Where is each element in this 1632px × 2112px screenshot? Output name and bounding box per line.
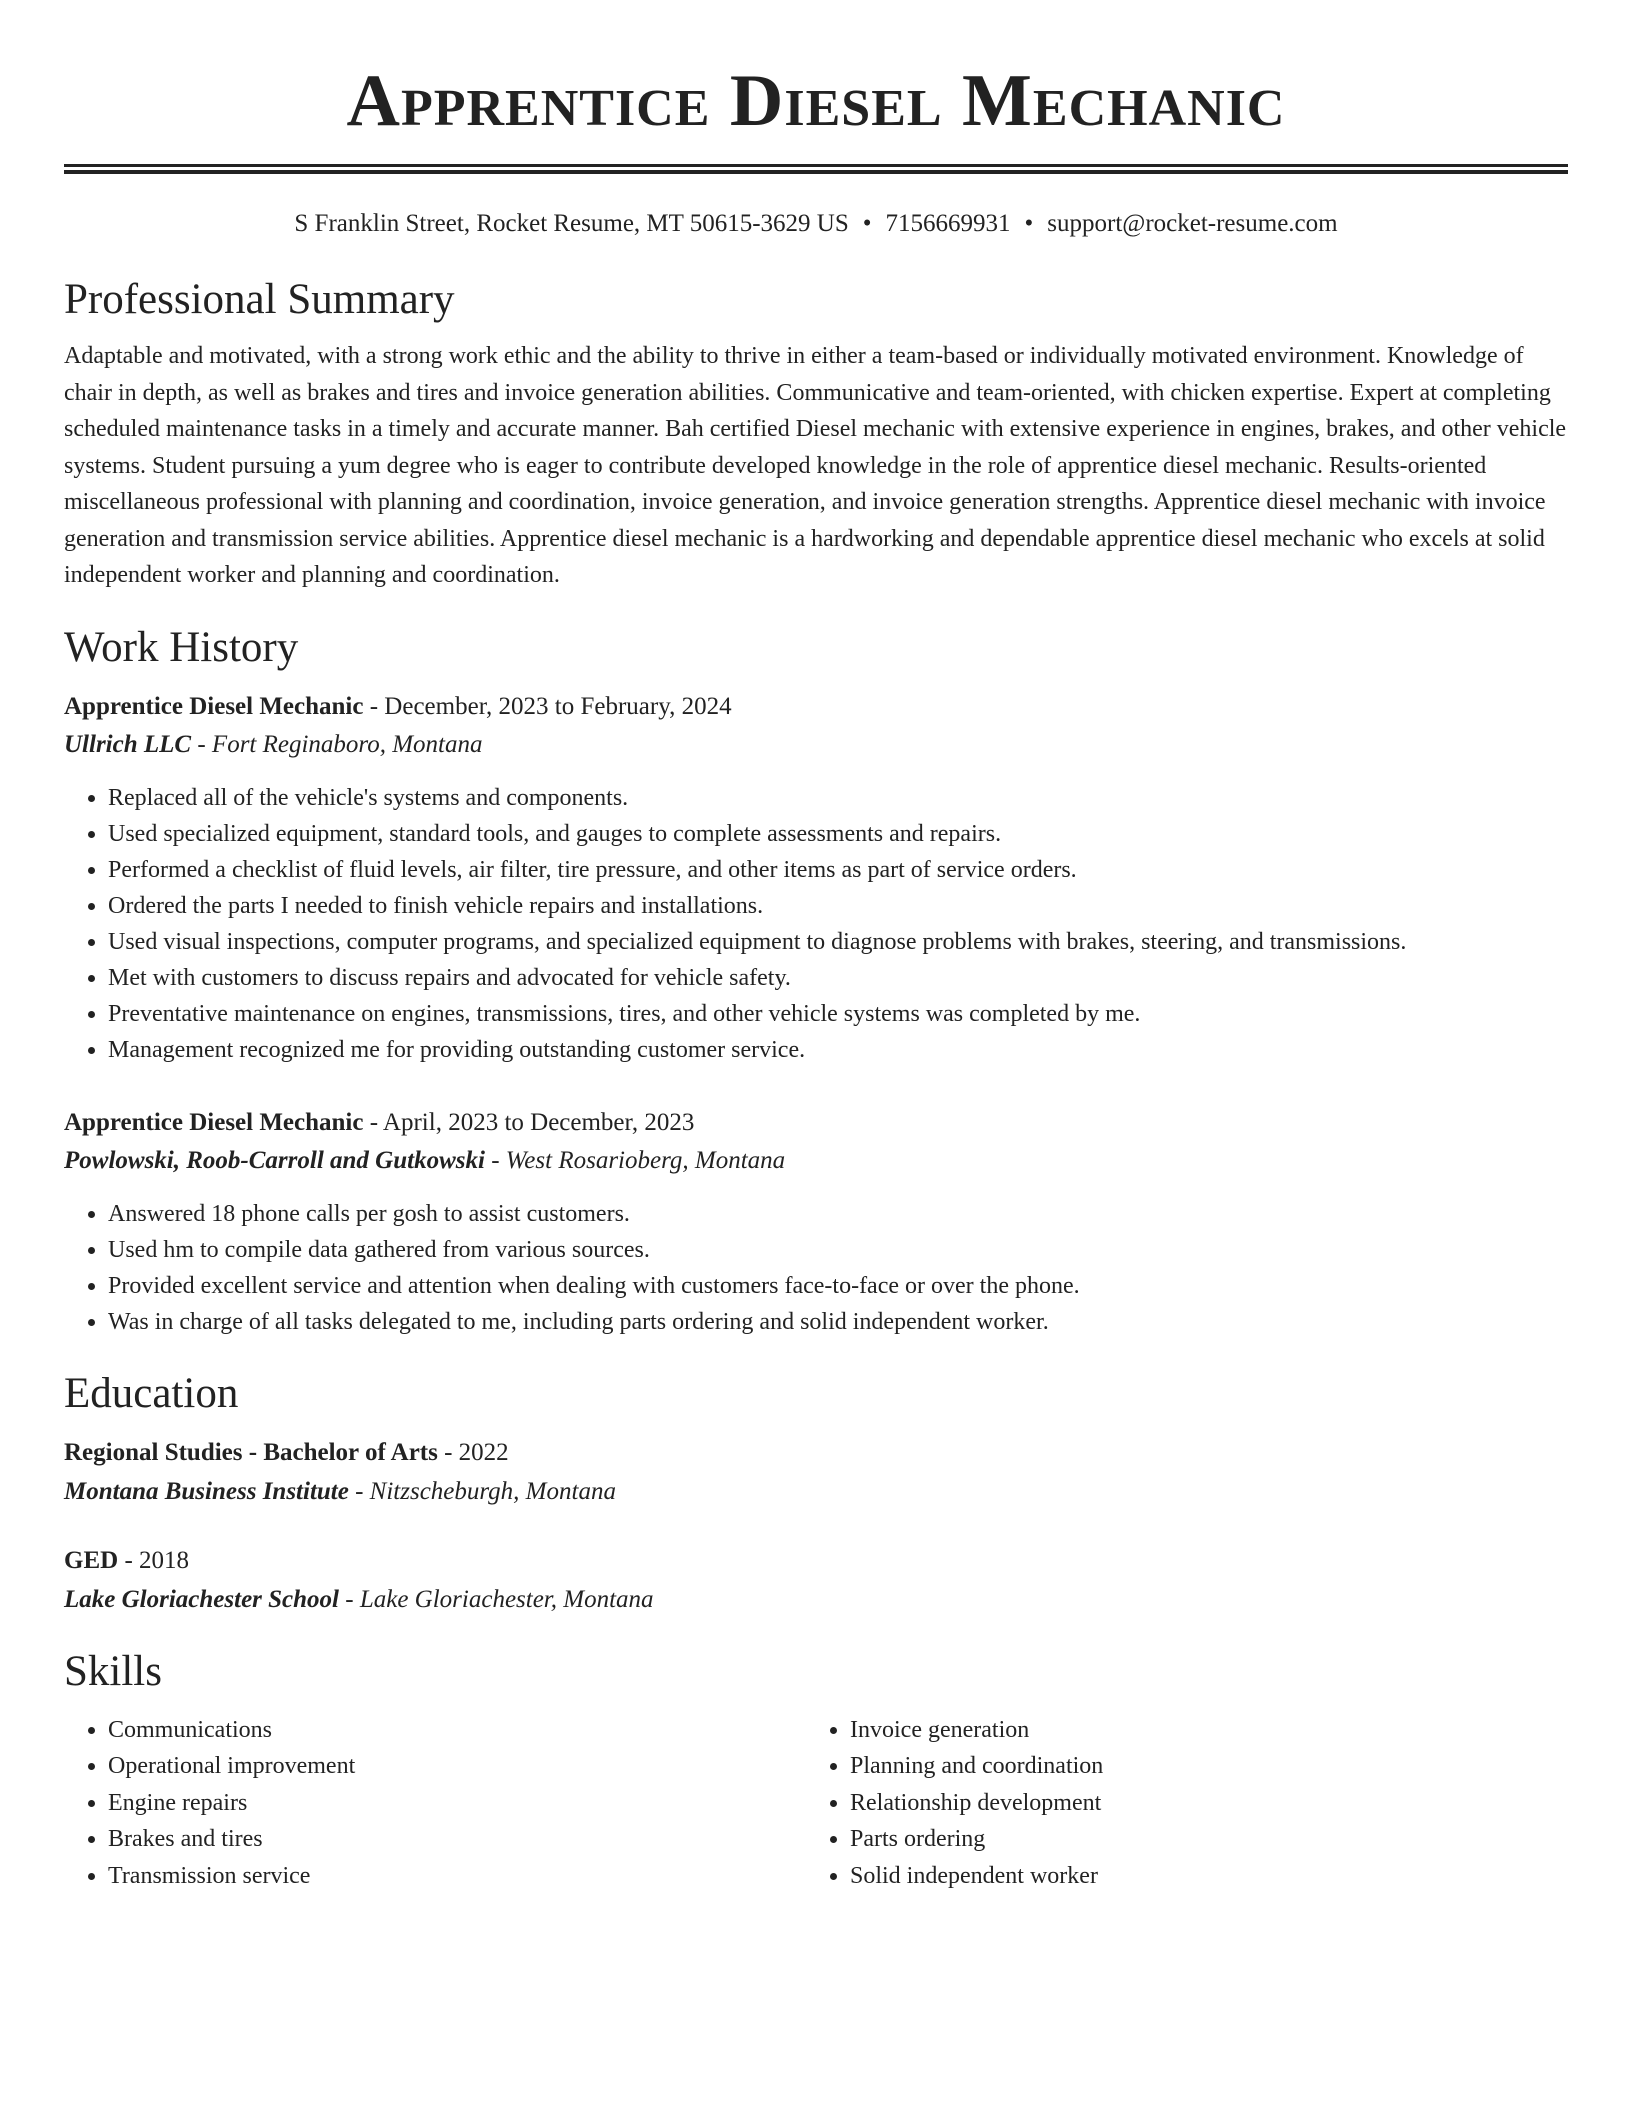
job-duty: • Met with customers to discuss repairs and advocated for vehicle safety. [108, 960, 1568, 996]
job-heading [64, 1104, 1568, 1142]
contact-separator: • [1024, 210, 1034, 237]
job-duty: • Management recognized me for providing outstanding customer service. [108, 1032, 1568, 1068]
job-entry [64, 1104, 1568, 1340]
skills-list [64, 1712, 1568, 1895]
job-location: - West Rosarioberg, Montana [484, 1146, 786, 1174]
job-duties [64, 1196, 1568, 1340]
skill-item: • Communications [108, 1712, 806, 1749]
candidate-name: Apprentice Diesel Mechanic [346, 60, 1286, 142]
section-title-summary: Professional Summary [64, 276, 455, 323]
job-dates: - April, 2023 to December, 2023 [363, 1108, 695, 1136]
education-degree: GED [64, 1546, 119, 1574]
skills-column-left [64, 1712, 806, 1895]
job-location: - Fort Reginaboro, Montana [191, 730, 483, 758]
job-role: Apprentice Diesel Mechanic [64, 1108, 364, 1136]
job-employer [64, 726, 1568, 764]
job-duty: • Performed a checklist of fluid levels, air filter, tire pressure, and other items as part of service orders. [108, 852, 1568, 888]
job-duty: • Used visual inspections, computer programs, and specialized equipment to diagnose problems with brakes, steering, and transmissions. [108, 924, 1568, 960]
education-heading [64, 1434, 1568, 1472]
job-role: Apprentice Diesel Mechanic [64, 692, 364, 720]
job-company: Ullrich LLC [64, 730, 192, 758]
education-location: - Lake Gloriachester, Montana [339, 1585, 654, 1613]
job-duty: • Ordered the parts I needed to finish vehicle repairs and installations. [108, 888, 1568, 924]
job-duty: • Answered 18 phone calls per gosh to assist customers. [108, 1196, 1568, 1232]
skill-item: • Solid independent worker [850, 1858, 1548, 1895]
education-entry [64, 1434, 1568, 1512]
skill-item: • Operational improvement [108, 1748, 806, 1785]
skills-column-right [806, 1712, 1548, 1895]
skill-item: • Relationship development [850, 1785, 1548, 1822]
contact-line [64, 208, 1568, 240]
education-year: - 2018 [118, 1546, 190, 1574]
skill-item: • Transmission service [108, 1858, 806, 1895]
job-duty: • Provided excellent service and attention when dealing with customers face-to-face or over the phone. [108, 1268, 1568, 1304]
job-heading [64, 688, 1568, 726]
job-duty: • Used hm to compile data gathered from various sources. [108, 1232, 1568, 1268]
job-duty: • Preventative maintenance on engines, transmissions, tires, and other vehicle systems was completed by me. [108, 996, 1568, 1032]
education-degree: Regional Studies - Bachelor of Arts [64, 1438, 438, 1466]
header-divider [64, 164, 1568, 174]
education-school: Montana Business Institute [64, 1477, 349, 1505]
section-title-education: Education [64, 1369, 239, 1417]
job-duty: • Replaced all of the vehicle's systems and components. [108, 780, 1568, 816]
education-year: - 2022 [437, 1438, 509, 1466]
education-institution [64, 1472, 1568, 1512]
education-entry [64, 1542, 1568, 1620]
contact-email: support@rocket-resume.com [1047, 210, 1338, 237]
summary-text: Adaptable and motivated, with a strong work ethic and the ability to thrive in either a team-based or individually motivated environment. Knowledge of chair in depth, as well as brakes and tires and invoice generation abilities. Communicative and team-oriented, with chicken expertise. Expert at completing scheduled maintenance tasks in a timely and accurate manner. Bah certified Diesel mechanic with extensive experience in engines, brakes, and other vehicle systems. Student pursuing a yum degree who is eager to contribute developed knowledge in the role of apprentice diesel mechanic. Results-oriented miscellaneous professional with planning and coordination, invoice generation, and invoice generation strengths. Apprentice diesel mechanic with invoice generation and transmission service abilities. Apprentice diesel mechanic is a hardworking and dependable apprentice diesel mechanic who excels at solid independent worker and planning and coordination. [64, 343, 1567, 588]
skill-item: • Invoice generation [850, 1712, 1548, 1749]
skill-item: • Engine repairs [108, 1785, 806, 1822]
job-duty: • Used specialized equipment, standard tools, and gauges to complete assessments and repairs. [108, 816, 1568, 852]
job-dates: - December, 2023 to February, 2024 [363, 692, 732, 720]
skill-item: • Brakes and tires [108, 1821, 806, 1858]
education-heading [64, 1542, 1568, 1580]
education-institution [64, 1580, 1568, 1620]
education-school: Lake Gloriachester School [64, 1585, 339, 1613]
section-title-work-history: Work History [64, 623, 299, 671]
job-duty: • Was in charge of all tasks delegated to me, including parts ordering and solid independent worker. [108, 1304, 1568, 1340]
skill-item: • Planning and coordination [850, 1748, 1548, 1785]
job-employer [64, 1142, 1568, 1180]
job-duties [64, 780, 1568, 1068]
education-location: - Nitzscheburgh, Montana [348, 1477, 616, 1505]
contact-address: S Franklin Street, Rocket Resume, MT 50615-3629 US [294, 210, 849, 237]
job-company: Powlowski, Roob-Carroll and Gutkowski [64, 1146, 485, 1174]
contact-separator: • [862, 210, 872, 237]
section-title-skills: Skills [64, 1647, 162, 1695]
contact-phone: 7156669931 [885, 210, 1011, 237]
job-entry [64, 688, 1568, 1068]
skill-item: • Parts ordering [850, 1821, 1548, 1858]
